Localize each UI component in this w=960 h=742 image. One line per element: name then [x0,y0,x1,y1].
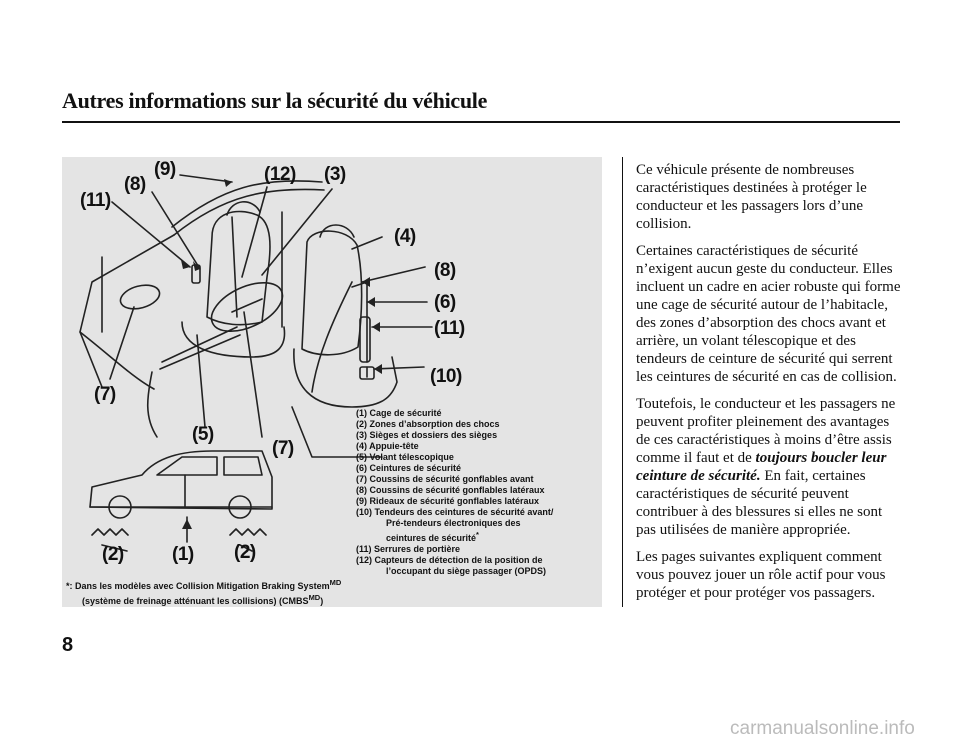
footnote-text: (système de freinage atténuant les collisions) (CMBS [82,596,309,606]
legend-item: (9) Rideaux de sécurité gonflables latéraux [356,496,540,506]
callout-8-top: (8) [124,174,146,195]
page-number: 8 [62,634,74,656]
legend-item: (10) Tendeurs des ceintures de sécurité avant/ [356,507,554,517]
trademark-mark: MD [329,578,342,587]
callout-2-left: (2) [102,544,124,565]
legend-item-continued [356,529,602,544]
callout-2-right: (2) [234,542,256,563]
legend-item: (2) Zones d’absorption des chocs [356,419,500,429]
header-rule [62,121,900,123]
legend-item: (5) Volant télescopique [356,452,454,462]
legend-item: (1) Cage de sécurité [356,408,442,418]
paragraph-text: Toutefois, le conducteur et les passagers ne peuvent profiter pleinement des avantages de ces caractéristiques à moins d’être assis comme il faut et de [636,396,896,466]
watermark: carmanualsonline.info [730,718,915,739]
paragraph [636,395,904,539]
legend-item-continued: Pré-tendeurs électroniques des [386,518,521,528]
legend-item: (8) Coussins de sécurité gonflables latéraux [356,485,545,495]
legend-item: (4) Appuie-tête [356,441,419,451]
figure-footnote [66,577,341,607]
legend-item-continued: l’occupant du siège passager (OPDS) [386,566,547,576]
body-text [636,161,904,611]
paragraph: Certaines caractéristiques de sécurité n’exigent aucun geste du conducteur. Elles incluent un cadre en acier robuste qui forme une cage de sécurité autour de l’habitacle, des zones d’absorption des chocs avant et arrière, un volant télescopique et des tendeurs de ceinture de sécurité qui serrent les ceintures de sécurité en cas de collision. [636,243,901,385]
legend-item: (7) Coussins de sécurité gonflables avant [356,474,534,484]
column-divider [622,157,623,607]
callout-11-right: (11) [434,318,465,339]
legend-item: (11) Serrures de portière [356,544,461,554]
legend-text: ceintures de sécurité [386,533,477,543]
callout-7-bottom: (7) [272,438,294,459]
legend-item: (3) Sièges et dossiers des sièges [356,430,498,440]
callout-1: (1) [172,544,194,565]
callout-3: (3) [324,164,346,185]
footnote-line [66,577,341,592]
callout-10: (10) [430,366,462,387]
callout-6: (6) [434,292,456,313]
safety-features-figure [62,157,602,607]
legend-item: (6) Ceintures de sécurité [356,463,462,473]
callout-8-right: (8) [434,260,456,281]
callout-4: (4) [394,226,416,247]
footnote-text-end: ) [320,596,324,606]
paragraph: Les pages suivantes expliquent comment vous pouvez jouer un rôle actif pour vous protéger et pour protéger vos passagers. [636,549,886,601]
paragraph-text: En fait, certaines caractéristiques de sécurité peuvent contribuer à des blessures si elles ne sont pas utilisées de manière appropriée. [636,468,883,538]
legend-item: (12) Capteurs de détection de la position de [356,555,543,565]
asterisk-mark: * [476,530,479,539]
paragraph: Ce véhicule présente de nombreuses caractéristiques destinées à protéger le conducteur et les passagers lors d’une collision. [636,162,867,232]
callout-9: (9) [154,159,176,180]
callout-5: (5) [192,424,214,445]
page-header-title: Autres informations sur la sécurité du véhicule [62,88,488,113]
trademark-mark: MD [308,593,321,602]
callout-12: (12) [264,164,296,185]
footnote-line [66,592,341,607]
figure-legend [356,408,602,577]
callout-7-left: (7) [94,384,116,405]
footnote-text: *: Dans les modèles avec Collision Mitigation Braking System [66,581,330,591]
callout-11-top: (11) [80,190,111,211]
emphasis-text: toujours boucler leur ceinture de sécurité. [636,450,887,484]
